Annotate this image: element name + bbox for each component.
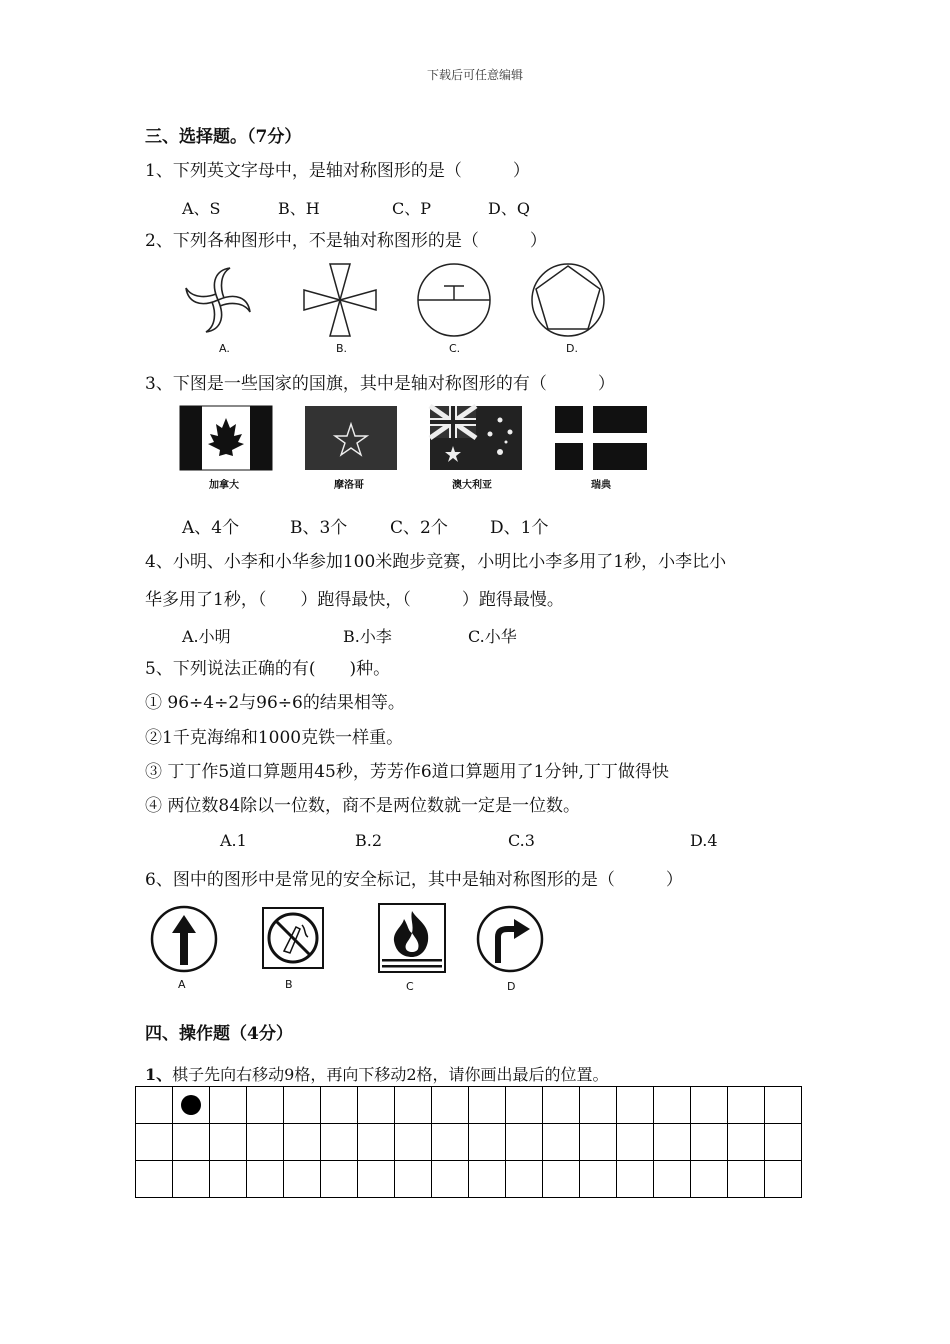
morocco-flag (305, 406, 397, 470)
section4-title: 四、操作题（4分） (145, 1024, 293, 1044)
q5-item-1: ① 96÷4÷2与96÷6的结果相等。 (145, 693, 405, 713)
grid-row (136, 1124, 802, 1161)
grid-cell[interactable] (210, 1161, 247, 1198)
grid-cell[interactable] (654, 1161, 691, 1198)
q5-item-2: ②1千克海绵和1000克铁一样重。 (145, 728, 404, 748)
q5-option-c: C.3 (508, 831, 535, 850)
grid-cell[interactable] (469, 1087, 506, 1124)
up-arrow-sign-icon (150, 905, 218, 973)
q2-label-a: A. (219, 342, 230, 355)
q1-option-a: A、S (182, 199, 221, 218)
no-fire-sign-icon (262, 907, 324, 969)
q3-option-d: D、1个 (490, 518, 549, 538)
grid-cell[interactable] (543, 1161, 580, 1198)
grid-row (136, 1087, 802, 1124)
grid-cell[interactable] (173, 1124, 210, 1161)
grid-cell[interactable] (617, 1161, 654, 1198)
q2-label-c: C. (449, 342, 461, 355)
grid-cell[interactable] (765, 1087, 802, 1124)
flammable-sign-icon (378, 903, 446, 973)
grid-cell[interactable] (506, 1124, 543, 1161)
q2-text: 2、下列各种图形中，不是轴对称图形的是（ ） (145, 231, 547, 251)
grid-cell[interactable] (247, 1161, 284, 1198)
q3-option-b: B、3个 (290, 518, 348, 538)
grid-cell[interactable] (691, 1124, 728, 1161)
q5-item-3: ③ 丁丁作5道口算题用45秒，芳芳作6道口算题用了1分钟,丁丁做得快 (145, 762, 669, 782)
grid-cell[interactable] (358, 1161, 395, 1198)
q4-option-c: C.小华 (468, 627, 517, 646)
grid-cell[interactable] (395, 1161, 432, 1198)
grid-cell[interactable] (284, 1124, 321, 1161)
q6-label-c: C (406, 980, 414, 993)
grid-cell[interactable] (469, 1161, 506, 1198)
chess-grid (135, 1086, 802, 1198)
q5-option-d: D.4 (690, 831, 718, 850)
q6-label-d: D (507, 980, 516, 993)
grid-cell[interactable] (210, 1124, 247, 1161)
grid-cell[interactable] (284, 1161, 321, 1198)
q5-text: 5、下列说法正确的有( )种。 (145, 659, 391, 679)
grid-cell[interactable] (543, 1087, 580, 1124)
q6-text: 6、图中的图形中是常见的安全标记，其中是轴对称图形的是（ ） (145, 870, 683, 890)
q1-option-b: B、H (278, 199, 320, 218)
grid-cell[interactable] (580, 1161, 617, 1198)
grid-cell[interactable] (247, 1124, 284, 1161)
grid-cell[interactable] (469, 1124, 506, 1161)
q4-option-b: B.小李 (343, 627, 392, 646)
flag-label-sweden: 瑞典 (591, 480, 611, 491)
section4-q1-number: 1、 (145, 1065, 173, 1084)
grid-cell[interactable] (395, 1087, 432, 1124)
q4-option-a: A.小明 (182, 627, 231, 646)
flag-label-canada: 加拿大 (209, 480, 239, 491)
grid-cell[interactable] (321, 1087, 358, 1124)
grid-cell[interactable] (543, 1124, 580, 1161)
grid-cell[interactable] (506, 1161, 543, 1198)
q4-line2: 华多用了1秒，（ ）跑得最快，（ ）跑得最慢。 (145, 590, 564, 610)
grid-cell[interactable] (506, 1087, 543, 1124)
section4-q1 (145, 1062, 609, 1085)
grid-cell[interactable] (765, 1161, 802, 1198)
grid-cell[interactable] (321, 1124, 358, 1161)
grid-cell[interactable] (654, 1124, 691, 1161)
flag-label-morocco: 摩洛哥 (334, 480, 364, 491)
pentagon-circle-figure (530, 262, 606, 338)
section3-title: 三、选择题。（7分） (145, 127, 302, 147)
grid-cell[interactable] (728, 1161, 765, 1198)
q1-option-c: C、P (392, 199, 432, 218)
grid-cell[interactable] (765, 1124, 802, 1161)
q5-option-a: A.1 (220, 831, 247, 850)
q2-label-d: D. (566, 342, 578, 355)
q3-text: 3、下图是一些国家的国旗，其中是轴对称图形的有（ ） (145, 374, 615, 394)
grid-cell[interactable] (432, 1087, 469, 1124)
grid-cell[interactable] (247, 1087, 284, 1124)
australia-flag (430, 406, 522, 470)
grid-cell[interactable] (617, 1087, 654, 1124)
grid-cell[interactable] (173, 1161, 210, 1198)
grid-cell[interactable] (617, 1124, 654, 1161)
q1-option-d: D、Q (488, 199, 530, 218)
grid-cell[interactable] (728, 1087, 765, 1124)
q3-option-c: C、2个 (390, 518, 448, 538)
pinwheel-figure (180, 262, 256, 338)
bowtie-cross-figure (302, 262, 378, 338)
q1-text: 1、下列英文字母中，是轴对称图形的是（ ） (145, 161, 530, 181)
turn-right-sign-icon (476, 905, 544, 973)
q2-label-b: B. (336, 342, 348, 355)
grid-row (136, 1161, 802, 1198)
grid-cell[interactable] (358, 1124, 395, 1161)
q4-line1: 4、小明、小李和小华参加100米跑步竞赛，小明比小李多用了1秒，小李比小 (145, 552, 727, 572)
page-header: 下载后可任意编辑 (426, 68, 523, 82)
grid-cell[interactable] (580, 1087, 617, 1124)
grid-cell[interactable] (580, 1124, 617, 1161)
flag-label-australia: 澳大利亚 (452, 480, 492, 491)
canada-flag (180, 406, 272, 470)
q5-item-4: ④ 两位数84除以一位数，商不是两位数就一定是一位数。 (145, 796, 581, 816)
q3-option-a: A、4个 (182, 518, 240, 538)
grid-cell[interactable] (173, 1087, 210, 1124)
q6-label-b: B (285, 978, 293, 991)
grid-cell[interactable] (654, 1087, 691, 1124)
grid-cell[interactable] (136, 1161, 173, 1198)
grid-cell[interactable] (728, 1124, 765, 1161)
section4-q1-text: 棋子先向右移动9格，再向下移动2格，请你画出最后的位置。 (172, 1065, 609, 1084)
chess-piece[interactable] (181, 1095, 201, 1115)
sweden-flag (555, 406, 647, 470)
grid-cell[interactable] (210, 1087, 247, 1124)
grid-cell[interactable] (358, 1087, 395, 1124)
grid-cell[interactable] (432, 1161, 469, 1198)
grid-cell[interactable] (136, 1124, 173, 1161)
q5-option-b: B.2 (355, 831, 383, 850)
grid-cell[interactable] (691, 1161, 728, 1198)
circle-symbol-figure (416, 262, 492, 338)
grid-cell[interactable] (284, 1087, 321, 1124)
grid-cell[interactable] (395, 1124, 432, 1161)
grid-cell[interactable] (691, 1087, 728, 1124)
grid-cell[interactable] (321, 1161, 358, 1198)
grid-cell[interactable] (432, 1124, 469, 1161)
grid-cell[interactable] (136, 1087, 173, 1124)
q6-label-a: A (178, 978, 186, 991)
